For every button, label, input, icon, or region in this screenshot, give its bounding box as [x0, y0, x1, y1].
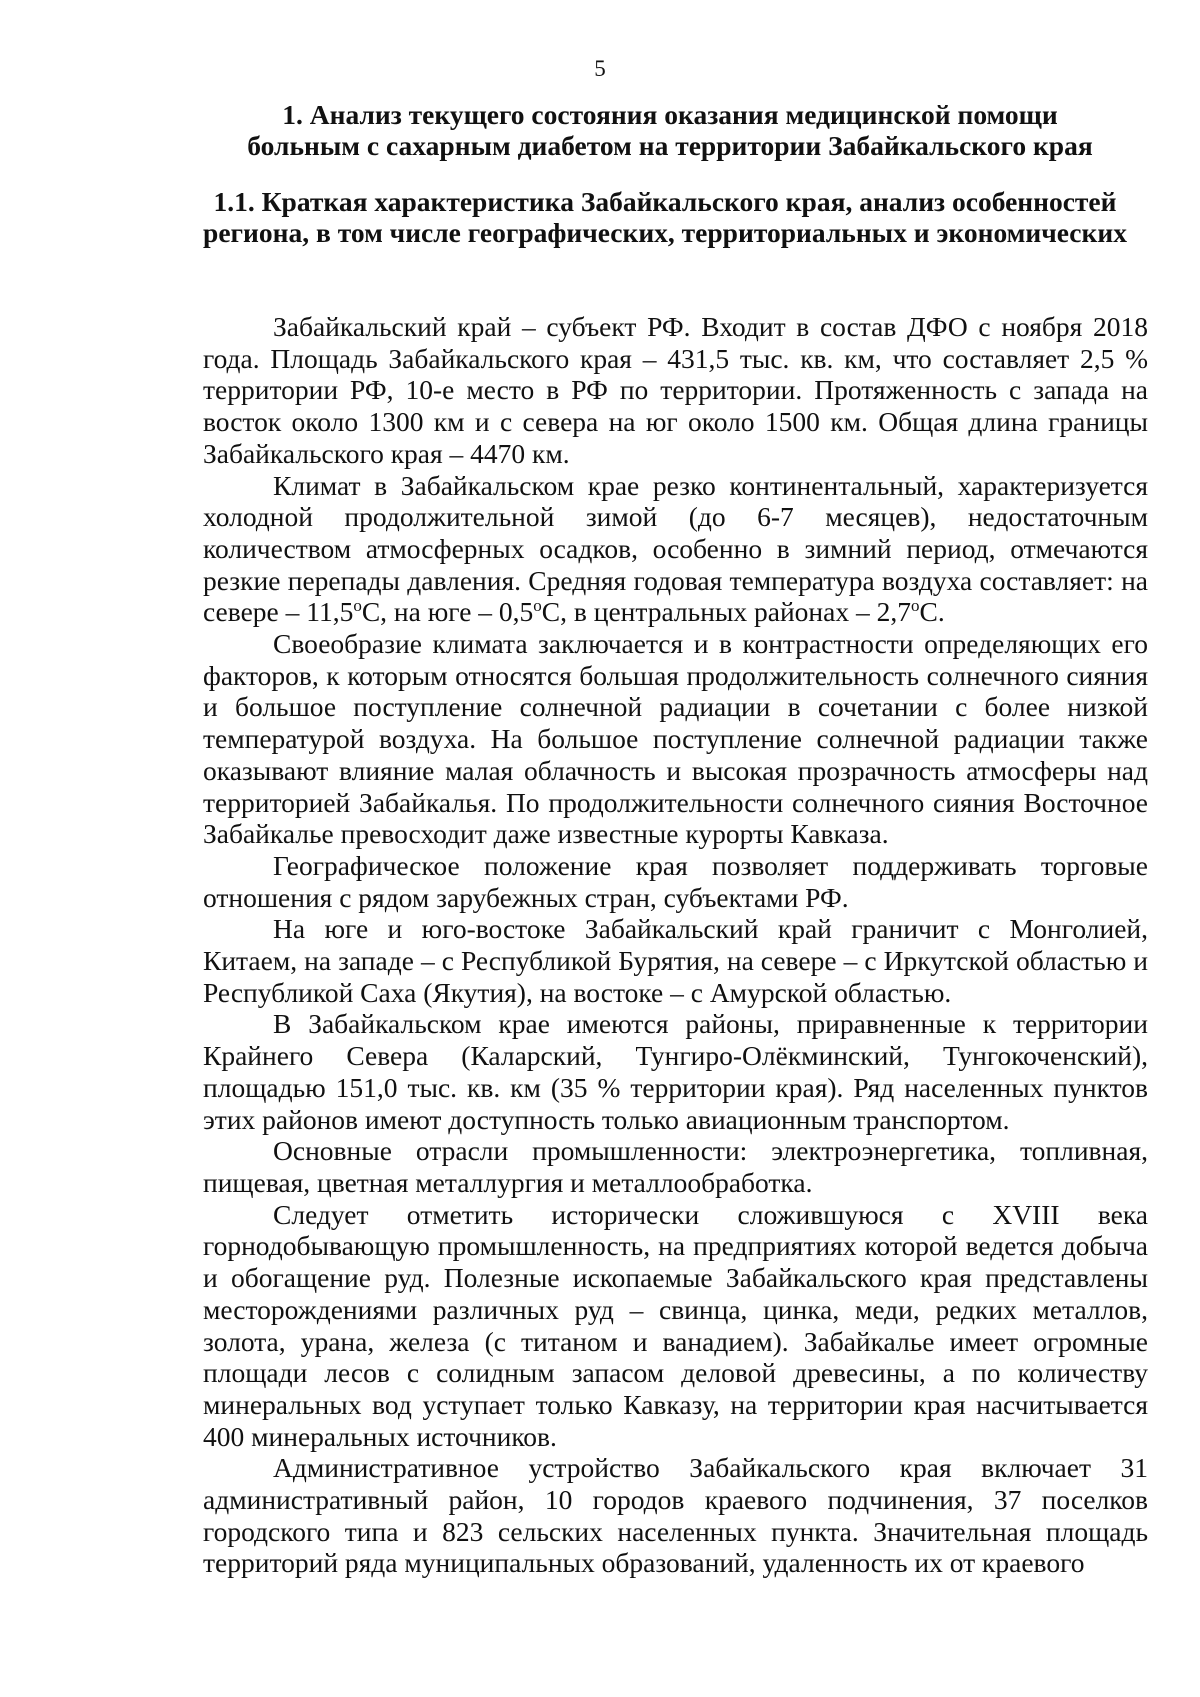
- paragraph-mining: Следует отметить исторически сложившуюся с XVIII века горнодобывающую промышленность, на предприятиях которой ведется добыча и обогащение руд. Полезные ископаемые Забайкальского края представлены месторождениями различных руд – свинца, цинка, меди, редких металлов, золота, урана, железа (с титаном и ванадием). Забайкалье имеет огромные площади лесов с солидным запасом деловой древесины, а по количеству минеральных вод уступает только Кавказу, на территории края насчитывается 400 минеральных источников.: [203, 1198, 1148, 1452]
- body-text: [203, 311, 1148, 1579]
- paragraph-climate-factors: Своеобразие климата заключается и в контрастности определяющих его факторов, к которым относятся большая продолжительность солнечного сияния и большое поступление солнечной радиации в сочетании с более низкой температурой воздуха. На большое поступление солнечной радиации также оказывают влияние малая облачность и высокая прозрачность атмосферы над территорией Забайкалья. По продолжительности солнечного сияния Восточное Забайкалье превосходит даже известные курорты Кавказа.: [203, 628, 1148, 850]
- paragraph-climate: Климат в Забайкальском крае резко континентальный, характеризуется холодной продолжительной зимой (до 6-7 месяцев), недостаточным количеством атмосферных осадков, особенно в зимний период, отмечаются резкие перепады давления. Средняя годовая температура воздуха составляет: на севере – $11,5^оС$, на юге – $0,5^оС$, в центральных районах – $2,7^оС$.: [203, 469, 1148, 628]
- section-heading-line-2: больным с сахарным диабетом на территории Забайкальского края: [247, 130, 1093, 161]
- paragraph-far-north: В Забайкальском крае имеются районы, приравненные к территории Крайнего Севера (Каларский, Тунгиро-Олёкминский, Тунгокоченский), площадью 151,0 тыс. кв. км (35 % территории края). Ряд населенных пунктов этих районов имеют доступность только авиационным транспортом.: [203, 1008, 1148, 1135]
- paragraph-administration: Административное устройство Забайкальского края включает 31 административный район, 10 городов краевого подчинения, 37 поселков городского типа и 823 сельских населенных пункта. Значительная площадь территорий ряда муниципальных образований, удаленность их от краевого: [203, 1452, 1148, 1579]
- degree-mark: о: [353, 596, 362, 616]
- page-number: 5: [594, 56, 606, 81]
- degree-mark: о: [533, 596, 542, 616]
- degree-mark: о: [910, 596, 920, 616]
- paragraph-geography: Географическое положение края позволяет поддерживать торговые отношения с рядом зарубежных стран, субъектами РФ.: [203, 849, 1148, 913]
- paragraph-borders: На юге и юго-востоке Забайкальский край граничит с Монголией, Китаем, на западе – с Республикой Бурятия, на севере – с Иркутской областью и Республикой Саха (Якутия), на востоке – с Амурской областью.: [203, 913, 1148, 1008]
- paragraph-area: Забайкальский край – субъект РФ. Входит в состав ДФО с ноября 2018 года. Площадь Забайкальского края – 431,5 тыс. кв. км, что составляет 2,5 % территории РФ, 10-е место в РФ по территории. Протяженность с запада на восток около 1300 км и с севера на юг около 1500 км. Общая длина границы Забайкальского края – 4470 км.: [203, 311, 1148, 469]
- subsection-heading: 1.1. Краткая характеристика Забайкальского края, анализ особенностей региона, в том числе географических, территориальных и экономических: [203, 186, 1127, 248]
- paragraph-industry: Основные отрасли промышленности: электроэнергетика, топливная, пищевая, цветная металлургия и металлообработка.: [203, 1135, 1148, 1198]
- section-heading-line-1: 1. Анализ текущего состояния оказания медицинской помощи: [282, 99, 1058, 130]
- section-heading: [210, 99, 1130, 161]
